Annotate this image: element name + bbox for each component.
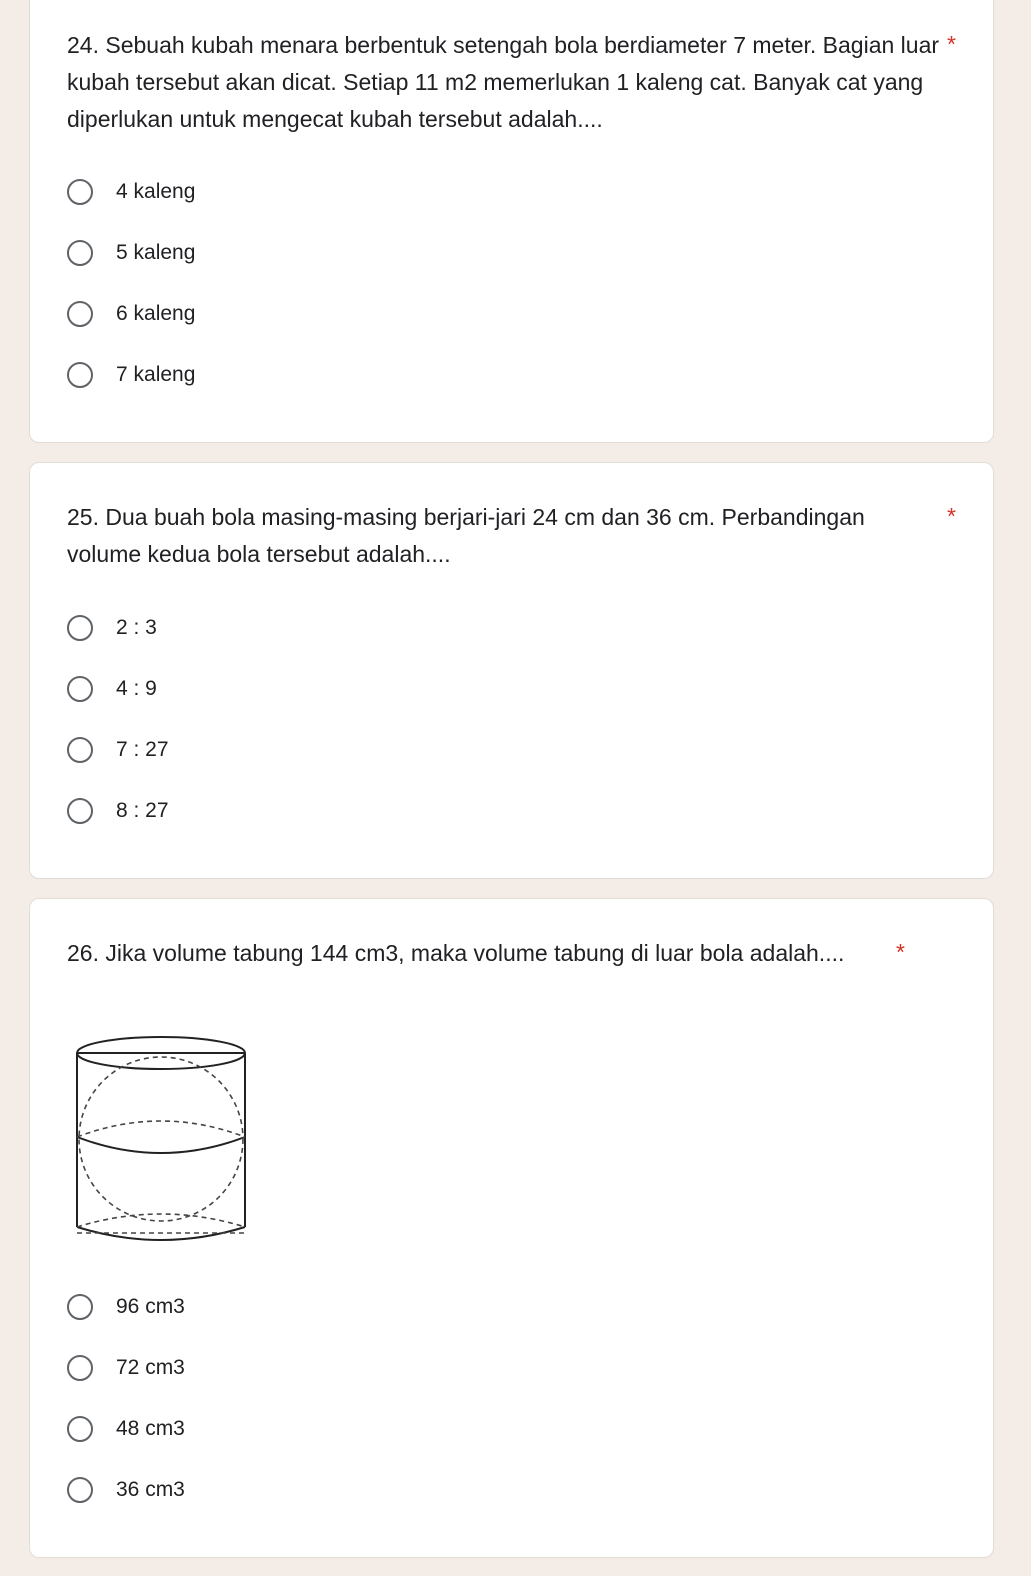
option-36-cm3[interactable] — [67, 1473, 185, 1507]
option-label: 5 kaleng — [116, 241, 196, 264]
option-72-cm3[interactable] — [67, 1351, 185, 1385]
option-7-kaleng[interactable] — [67, 358, 195, 392]
option-5-kaleng[interactable] — [67, 236, 195, 270]
option-label: 7 kaleng — [116, 363, 196, 386]
option-label: 8 : 27 — [116, 799, 169, 822]
option-4-9[interactable] — [67, 672, 157, 706]
radio-button-icon[interactable] — [67, 1416, 93, 1442]
radio-button-icon[interactable] — [67, 1477, 93, 1503]
option-label: 2 : 3 — [116, 616, 157, 639]
radio-button-icon[interactable] — [67, 1294, 93, 1320]
option-96-cm3[interactable] — [67, 1290, 185, 1324]
required-asterisk: * — [896, 939, 905, 965]
radio-button-icon[interactable] — [67, 240, 93, 266]
radio-button-icon[interactable] — [67, 798, 93, 824]
equator-front-arc — [77, 1137, 245, 1153]
radio-button-icon[interactable] — [67, 179, 93, 205]
question-card-25 — [29, 462, 994, 879]
question-title: 26. Jika volume tabung 144 cm3, maka volume tabung di luar bola adalah.... — [67, 940, 845, 966]
option-label: 48 cm3 — [116, 1417, 185, 1440]
option-label: 4 kaleng — [116, 180, 196, 203]
option-label: 72 cm3 — [116, 1356, 185, 1379]
radio-button-icon[interactable] — [67, 615, 93, 641]
question-title: 25. Dua buah bola masing-masing berjari-jari 24 cm dan 36 cm. Perbandingan volume kedua bola tersebut adalah.... — [67, 504, 865, 567]
option-label: 96 cm3 — [116, 1295, 185, 1318]
option-2-3[interactable] — [67, 611, 157, 645]
option-6-kaleng[interactable] — [67, 297, 195, 331]
option-4-kaleng[interactable] — [67, 175, 195, 209]
option-label: 4 : 9 — [116, 677, 157, 700]
inscribed-sphere-outline — [79, 1057, 243, 1221]
radio-button-icon[interactable] — [67, 301, 93, 327]
radio-button-icon[interactable] — [67, 362, 93, 388]
radio-button-icon[interactable] — [67, 1355, 93, 1381]
radio-button-icon[interactable] — [67, 737, 93, 763]
option-label: 7 : 27 — [116, 738, 169, 761]
required-asterisk: * — [947, 31, 956, 57]
radio-button-icon[interactable] — [67, 676, 93, 702]
cylinder-sphere-diagram — [70, 1027, 250, 1249]
option-7-27[interactable] — [67, 733, 169, 767]
question-card-26 — [29, 898, 994, 1558]
option-label: 36 cm3 — [116, 1478, 185, 1501]
option-label: 6 kaleng — [116, 302, 196, 325]
option-8-27[interactable] — [67, 794, 169, 828]
required-asterisk: * — [947, 503, 956, 529]
question-title: 24. Sebuah kubah menara berbentuk setengah bola berdiameter 7 meter. Bagian luar kubah tersebut akan dicat. Setiap 11 m2 memerlukan 1 kaleng cat. Banyak cat yang diperlukan untuk mengecat kubah tersebut adalah.... — [67, 32, 940, 132]
equator-back-arc — [77, 1121, 245, 1137]
question-card-24 — [29, 0, 994, 443]
option-48-cm3[interactable] — [67, 1412, 185, 1446]
